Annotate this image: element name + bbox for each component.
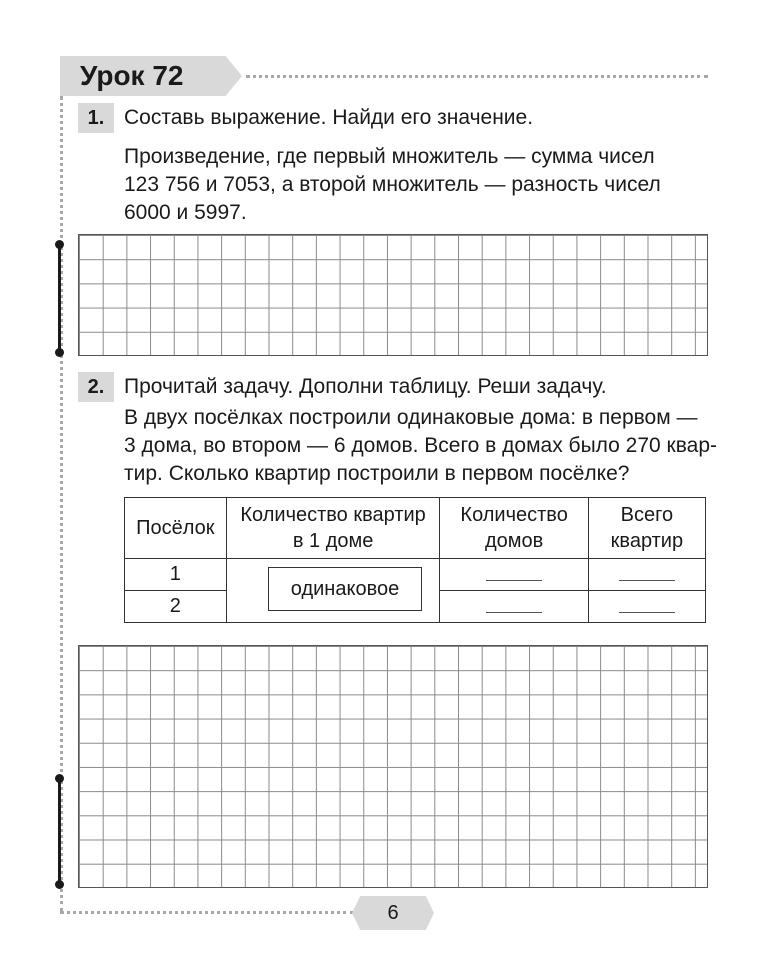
total-cell[interactable]: [588, 559, 705, 591]
task-1-answer-grid[interactable]: [78, 234, 708, 356]
settlement-cell: 1: [125, 559, 227, 591]
total-cell[interactable]: [588, 591, 705, 623]
task-2-line-2: 3 дома, во втором — 6 домов. Всего в домах было 270 квар-: [124, 434, 718, 457]
margin-dot: [55, 774, 64, 783]
header-dotted-rule: [246, 75, 708, 78]
task-2-answer-grid[interactable]: [78, 645, 708, 888]
margin-dot: [55, 880, 64, 889]
answer-blank[interactable]: [486, 594, 542, 613]
houses-cell[interactable]: [440, 559, 588, 591]
task-1-line-1: Произведение, где первый множитель — сумма чисел: [124, 145, 655, 168]
answer-blank[interactable]: [619, 594, 675, 613]
margin-dot: [55, 348, 64, 357]
task-1-number: 1.: [78, 103, 114, 133]
task-1-margin-bar: [58, 244, 61, 352]
houses-cell[interactable]: [440, 591, 588, 623]
answer-blank[interactable]: [619, 562, 675, 581]
task-2-number: 2.: [78, 372, 114, 402]
margin-dot: [55, 240, 64, 249]
task-1-instruction: Составь выражение. Найди его значение.: [124, 106, 534, 129]
task-2-margin-bar: [58, 778, 61, 884]
header-apartments-per-house: Количество квартир в 1 доме: [226, 498, 440, 559]
table-header-row: [125, 498, 706, 559]
task-2-line-1: В двух посёлках построили одинаковые дома: в первом —: [124, 406, 698, 429]
settlement-cell: 2: [125, 591, 227, 623]
task-2-instruction: Прочитай задачу. Дополни таблицу. Реши задачу.: [124, 375, 607, 398]
page-number: 6: [387, 902, 399, 924]
answer-blank[interactable]: [486, 562, 542, 581]
task-1-line-2: 123 756 и 7053, а второй множитель — разность чисел: [124, 173, 661, 196]
header-houses: Количество домов: [440, 498, 588, 559]
task-1-line-3: 6000 и 5997.: [124, 201, 247, 224]
header-total-apartments: Всего квартир: [588, 498, 705, 559]
header-settlement: Посёлок: [125, 498, 227, 559]
lesson-title: Урок 72: [80, 60, 184, 91]
same-value-label: одинаковое: [268, 567, 422, 611]
bottom-dotted-rule: [60, 911, 354, 914]
task-2-line-3: тир. Сколько квартир построили в первом посёлке?: [124, 462, 630, 485]
